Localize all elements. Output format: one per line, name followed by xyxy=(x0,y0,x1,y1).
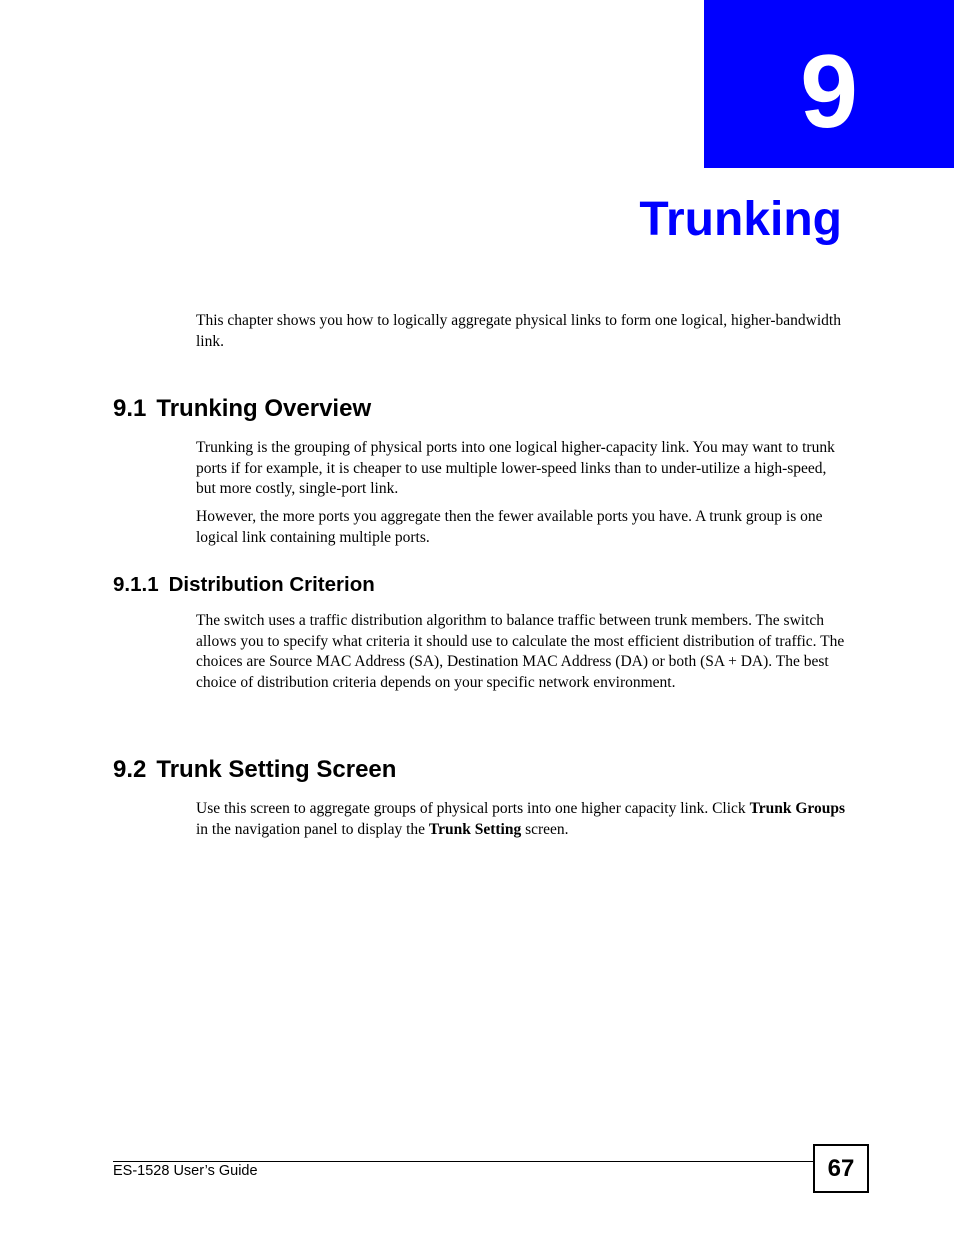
chapter-number: 9 xyxy=(800,34,858,150)
section-number: 9.1 xyxy=(113,395,147,422)
text-segment: screen. xyxy=(521,820,569,838)
text-segment: in the navigation panel to display the xyxy=(196,820,429,838)
chapter-title: Trunking xyxy=(639,193,842,246)
section-number: 9.2 xyxy=(113,756,147,783)
page-number: 67 xyxy=(827,1154,855,1182)
section-heading-9-1 xyxy=(113,394,371,424)
section-heading-9-1-1 xyxy=(113,572,375,598)
section-title: Trunking Overview xyxy=(156,395,372,422)
chapter-number-box xyxy=(704,0,954,168)
paragraph-distribution-criterion: The switch uses a traffic distribution algorithm to balance traffic between trunk members. The switch allows you to specify what criteria it should use to calculate the most efficient distribution of traffic. The choices are Source MAC Address (SA), Destination MAC Address (DA) or both (SA + DA). The best choice of distribution criteria depends on your specific network environment. xyxy=(196,612,845,691)
paragraph-trunk-setting-screen xyxy=(196,799,846,840)
page-number-box xyxy=(813,1144,869,1193)
section-heading-9-2 xyxy=(113,755,396,785)
footer-guide-name: ES-1528 User’s Guide xyxy=(113,1163,258,1179)
paragraph-trunking-overview-2: However, the more ports you aggregate then the fewer available ports you have. A trunk group is one logical link containing multiple ports. xyxy=(196,508,823,546)
section-number: 9.1.1 xyxy=(113,573,159,596)
paragraph-trunking-overview-1: Trunking is the grouping of physical ports into one logical higher-capacity link. You may want to trunk ports if for example, it is cheaper to use multiple lower-speed links than to under-utilize a high-speed, but more costly, single-port link. xyxy=(196,439,835,497)
text-segment: Use this screen to aggregate groups of physical ports into one higher capacity link. Click xyxy=(196,800,750,817)
menu-reference-trunk-groups: Trunk Groups xyxy=(749,800,846,817)
section-title: Trunk Setting Screen xyxy=(156,756,397,783)
screen-reference-trunk-setting: Trunk Setting xyxy=(428,820,522,838)
section-title: Distribution Criterion xyxy=(168,573,375,596)
intro-paragraph: This chapter shows you how to logically aggregate physical links to form one logical, higher-bandwidth link. xyxy=(196,312,841,350)
